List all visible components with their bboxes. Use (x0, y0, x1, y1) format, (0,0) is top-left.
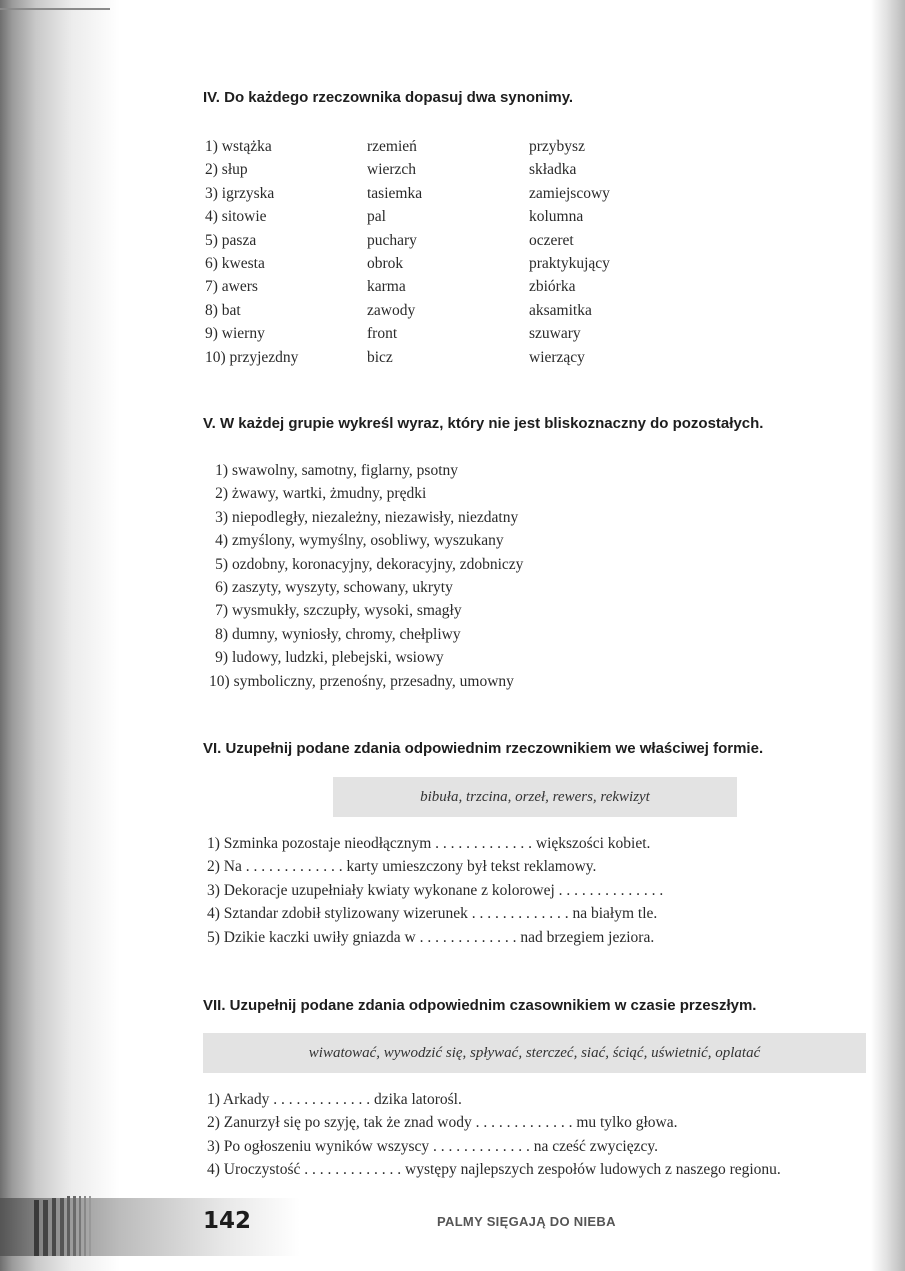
list-item: oczeret (529, 231, 574, 249)
list-item: 1) Szminka pozostaje nieodłącznym . . . . . . . . . . . . . większości kobiet. (207, 835, 651, 852)
list-item: 3) niepodległy, niezależny, niezawisły, niezdatny (215, 508, 519, 526)
section-4-synonyms-a (367, 135, 422, 369)
list-item: bicz (367, 348, 393, 366)
list-item: 4) Uroczystość . . . . . . . . . . . . . występy najlepszych zespołów ludowych z naszego regionu. (207, 1161, 781, 1179)
list-item: 6) zaszyty, wyszyty, schowany, ukryty (215, 579, 453, 597)
list-item: kolumna (529, 208, 584, 226)
list-item: 6) kwesta (205, 255, 265, 273)
list-item: 9) wierny (205, 325, 265, 343)
list-item: 2) Zanurzył się po szyję, tak że znad wody . . . . . . . . . . . . . mu tylko głowa. (207, 1114, 678, 1132)
page-number: 142 (203, 1208, 252, 1234)
list-item: 2) żwawy, wartki, żmudny, prędki (215, 485, 427, 503)
section-5-list (209, 459, 523, 693)
list-item: 10) przyjezdny (205, 348, 299, 366)
section-6-list (207, 832, 663, 949)
list-item: front (367, 325, 398, 343)
list-item: przybysz (529, 138, 585, 155)
list-item: 5) Dzikie kaczki uwiły gniazda w . . . . . . . . . . . . . nad brzegiem jeziora. (207, 928, 655, 946)
list-item: aksamitka (529, 301, 592, 319)
book-title: PALMY SIĘGAJĄ DO NIEBA (437, 1214, 616, 1229)
list-item: 3) igrzyska (205, 184, 275, 202)
section-4-synonyms-b (529, 135, 610, 369)
list-item: 1) Arkady . . . . . . . . . . . . . dzika latorośl. (207, 1091, 462, 1108)
list-item: pal (367, 208, 386, 226)
list-item: 5) ozdobny, koronacyjny, dekoracyjny, zdobniczy (215, 555, 524, 573)
list-item: 4) zmyślony, wymyślny, osobliwy, wyszukany (215, 532, 504, 550)
list-item: zamiejscowy (529, 184, 610, 202)
list-item: zbiórka (529, 278, 576, 296)
list-item: 10) symboliczny, przenośny, przesadny, umowny (209, 672, 514, 690)
section-4-heading: IV. Do każdego rzeczownika dopasuj dwa synonimy. (203, 89, 574, 106)
list-item: 2) Na . . . . . . . . . . . . . karty umieszczony był tekst reklamowy. (207, 858, 597, 876)
list-item: wierzch (367, 161, 417, 179)
list-item: karma (367, 278, 406, 296)
top-rule (0, 8, 110, 10)
section-7-list (207, 1088, 781, 1182)
list-item: 8) bat (205, 301, 241, 319)
list-item: 1) swawolny, samotny, figlarny, psotny (215, 462, 459, 479)
list-item: szuwary (529, 325, 581, 343)
list-item: 1) wstążka (205, 138, 272, 155)
list-item: obrok (367, 255, 404, 273)
list-item: rzemień (367, 138, 417, 155)
list-item: 3) Dekoracje uzupełniały kwiaty wykonane z kolorowej . . . . . . . . . . . . . . (207, 881, 664, 899)
list-item: 3) Po ogłoszeniu wyników wszyscy . . . . . . . . . . . . . na cześć zwycięzcy. (207, 1137, 658, 1155)
list-item: 4) Sztandar zdobił stylizowany wizerunek . . . . . . . . . . . . . na białym tle. (207, 905, 658, 923)
list-item: tasiemka (367, 184, 423, 202)
section-7-word-bank: wiwatować, wywodzić się, spływać, sterczeć, siać, ściąć, uświetnić, oplatać (203, 1033, 866, 1073)
list-item: 7) wysmukły, szczupły, wysoki, smagły (215, 602, 462, 620)
section-5-heading: V. W każdej grupie wykreśl wyraz, który nie jest bliskoznaczny do pozostałych. (203, 415, 764, 432)
list-item: zawody (367, 301, 416, 319)
footer-stripes-decoration (34, 1196, 94, 1256)
list-item: 5) pasza (205, 231, 257, 249)
section-6-heading: VI. Uzupełnij podane zdania odpowiednim rzeczownikiem we właściwej formie. (203, 740, 764, 757)
list-item: puchary (367, 231, 417, 249)
section-6-word-bank: bibuła, trzcina, orzeł, rewers, rekwizyt (333, 777, 737, 817)
page-binding-shadow (0, 0, 120, 1271)
list-item: 4) sitowie (205, 208, 267, 226)
list-item: praktykujący (529, 255, 610, 273)
list-item: 9) ludowy, ludzki, plebejski, wsiowy (215, 649, 444, 667)
list-item: 2) słup (205, 161, 248, 179)
section-4-nouns (205, 135, 298, 369)
list-item: wierzący (529, 348, 585, 366)
section-7-heading: VII. Uzupełnij podane zdania odpowiednim czasownikiem w czasie przeszłym. (203, 997, 757, 1014)
list-item: składka (529, 161, 577, 179)
page-edge-shadow (871, 0, 905, 1271)
list-item: 7) awers (205, 278, 258, 296)
list-item: 8) dumny, wyniosły, chromy, chełpliwy (215, 625, 461, 643)
